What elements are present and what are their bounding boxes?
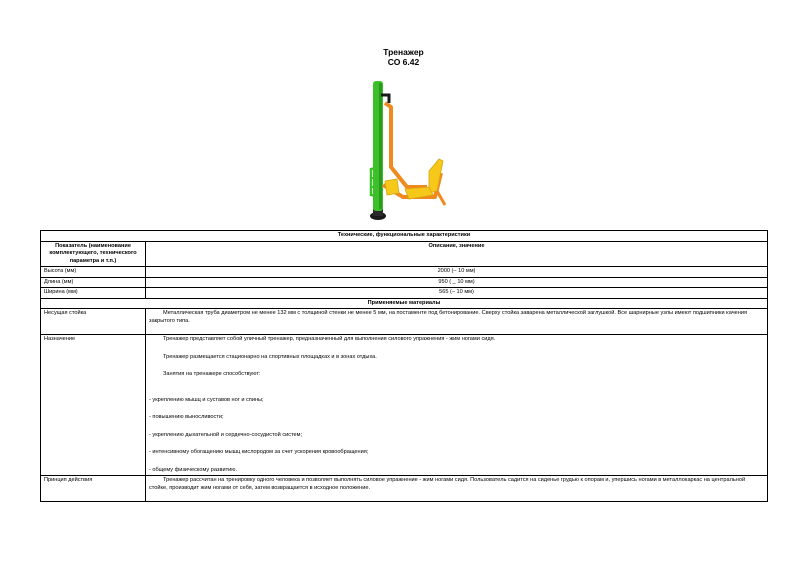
stand-text: Металлическая труба диаметром не менее 132 мм с толщиной стенки не менее 5 мм, на постаменте под бетонирование. Сверху стойка заварена металлической заглушкой. Все шарнирные узлы имеют подшипники качения закрытого типа. [149, 310, 747, 324]
param-value: 950 ( _ 10 мм) [146, 277, 768, 288]
list-item: - укреплению дыхательной и сердечно-сосудистой систем; [149, 431, 303, 438]
table-row [41, 288, 768, 299]
document-title [0, 47, 807, 67]
param-name: Высота (мм) [41, 267, 146, 278]
purpose-p3: Занятия на тренажере способствуют: [163, 371, 261, 377]
purpose-name: Назначение [41, 335, 146, 476]
principle-name: Принцип действия [41, 476, 146, 502]
purpose-description [146, 335, 768, 476]
table-row [41, 277, 768, 288]
param-name: Длина (мм) [41, 277, 146, 288]
section-title-materials: Применяемые материалы [41, 298, 768, 309]
purpose-p2: Тренажер размещается стационарно на спортивных площадках и в зонах отдыха. [163, 353, 377, 360]
stand-description [146, 309, 768, 335]
table-row-principle [41, 476, 768, 502]
list-item: - повышению выносливости; [149, 414, 224, 420]
green-pole-shade [379, 83, 382, 209]
section-row-tech [41, 231, 768, 242]
purpose-p1: Тренажер представляет собой уличный тренажер, предназначенный для выполнения силового упражнения - жим ногами сидя. [163, 336, 496, 342]
param-name: Ширина (мм) [41, 288, 146, 299]
frame-rear [385, 103, 427, 187]
table-row [41, 267, 768, 278]
title-line-2: СО 6.42 [387, 57, 420, 67]
table-row-purpose [41, 335, 768, 476]
param-value: 2000 (– 10 мм) [146, 267, 768, 278]
list-item: - общему физическому развитию. [149, 466, 238, 473]
spec-table [40, 230, 768, 502]
product-image [345, 75, 455, 227]
section-row-materials [41, 298, 768, 309]
list-item: - укреплению мышц и суставов ног и спины; [149, 396, 264, 403]
section-title-tech: Технические, функциональные характеристики [41, 231, 768, 242]
col-header-desc: Описание, значение [146, 241, 768, 267]
param-value: 565 (– 10 мм) [146, 288, 768, 299]
title-line-1: Тренажер [383, 47, 424, 57]
list-item: - интенсивному обогащению мышц кислородом за счет ускорения кровообращения; [149, 449, 369, 455]
table-row-stand [41, 309, 768, 335]
stand-name: Несущая стойка [41, 309, 146, 335]
principle-text: Тренажер рассчитан на тренировку одного человека и позволяет выполнять силовое упражнение - жим ногами сидя. Пользователь садится на сиденье грудью к опорам и, упершись ногами в металлокаркас на центральной стойке, производит жим ногами от себя, затем возвращается в исходное положение. [149, 477, 746, 491]
principle-description [146, 476, 768, 502]
col-header-param: Показатель (наименование комплектующего, технического параметра и т.п.) [41, 241, 146, 267]
rear-leg [437, 191, 445, 205]
header-row [41, 241, 768, 267]
foot-plate [385, 179, 399, 195]
